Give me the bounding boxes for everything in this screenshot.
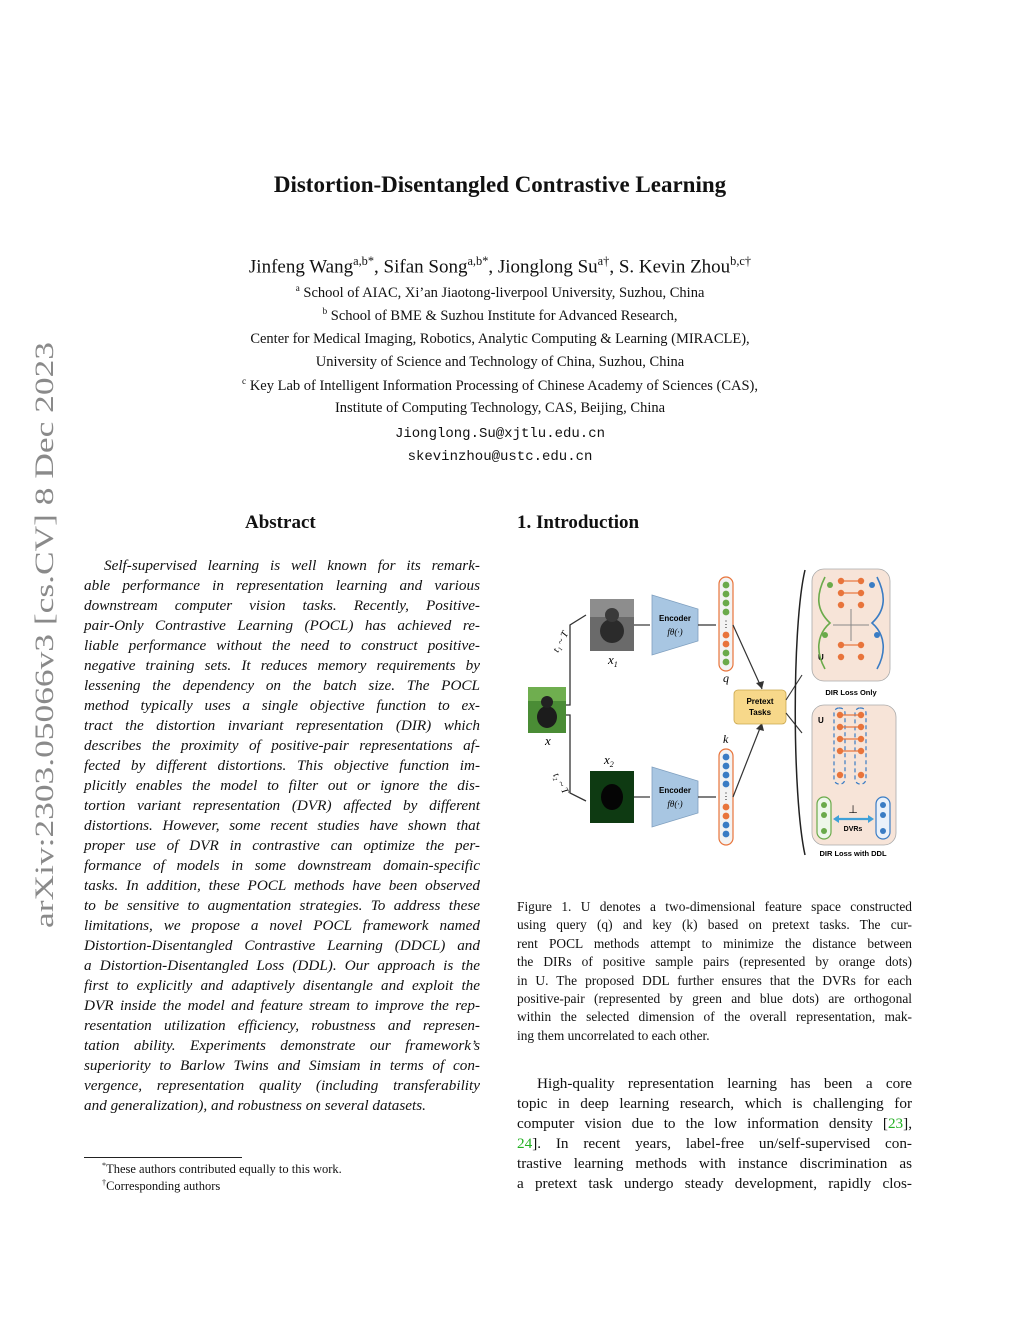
- email: Jionglong.Su@xjtlu.edu.cn: [394, 426, 606, 442]
- affiliation: $^c$ Key Lab of Intelligent Information Processing of Chinese Academy of Sciences (CAS),: [242, 377, 758, 394]
- author-sup: a†: [597, 254, 610, 268]
- label-ddl-loss: DIR Loss with DDL: [819, 849, 887, 858]
- label-x2: $x_2$: [604, 752, 614, 769]
- arrow-head: [756, 681, 764, 689]
- text-line: describes the proximity of positive-pair representations af-: [84, 737, 480, 754]
- arrow-pretext-right: [786, 713, 802, 733]
- pretext-label: Pretext: [746, 697, 774, 706]
- footnote: †Corresponding authors: [102, 1178, 221, 1194]
- label-U: U: [818, 716, 824, 725]
- figure-diagram: [520, 565, 920, 865]
- abstract-body: [84, 556, 480, 1116]
- author-sup: a,b*: [353, 254, 375, 268]
- orthogonal-symbol: ⊥: [848, 804, 858, 816]
- author-sup: b,c†: [730, 254, 752, 268]
- footnote: *These authors contributed equally to this work.: [102, 1161, 342, 1177]
- affiliation: $^b$ School of BME & Suzhou Institute for Advanced Research,: [322, 307, 678, 324]
- text-line: resentation utilization efficiency, robustness and represen-: [84, 1017, 480, 1034]
- text-line: tation ability. Experiments demonstrate our framework’s: [84, 1037, 480, 1054]
- text-line: trastive learning methods with instance discrimination as: [517, 1155, 912, 1172]
- text-line: fected by different distortions. This objective function im-: [84, 757, 480, 774]
- encoder-function: fθ(·): [667, 799, 683, 809]
- text-line: Distortion-Disentangled Contrastive Learning (DDCL) and: [84, 937, 480, 954]
- label-x: x: [545, 733, 551, 748]
- caption-line: the DIRs of positive sample pairs (represented by orange dots): [517, 954, 912, 970]
- caption-line: Figure 1. U denotes a two-dimensional feature space constructed: [517, 899, 912, 914]
- label-q: q: [723, 671, 729, 685]
- text-line: able performance in representation learning and various: [84, 577, 480, 594]
- text-line: Self-supervised learning is well known for its remark-: [104, 557, 480, 574]
- view-image-x2: [590, 771, 634, 823]
- bracket: [795, 570, 805, 855]
- paper-title: Distortion-Disentangled Contrastive Learning: [273, 172, 727, 197]
- figure-caption: [517, 898, 912, 1045]
- author-name: Jinfeng Wang: [248, 256, 354, 278]
- text-line: lessening the dependency on the batch size. The POCL: [84, 677, 480, 694]
- label-t1: t₁ ~ T: [550, 629, 572, 655]
- caption-line: ing them uncorrelated to each other.: [517, 1027, 710, 1043]
- branch-top-line: [566, 615, 586, 705]
- input-image-x: [528, 687, 566, 733]
- author-name: S. Kevin Zhou: [618, 256, 731, 278]
- label-t2: t₂ ~ T: [550, 771, 571, 797]
- label-x1: $x_1$: [608, 652, 618, 669]
- author-name: Jionglong Su: [497, 256, 598, 278]
- text-line: DVR inside the model and feature stream to improve the rep-: [84, 997, 480, 1014]
- caption-line: positive-pair (represented by green and blue dots) are orthogonal: [517, 991, 912, 1007]
- abstract-heading: Abstract: [245, 512, 316, 533]
- text-line: downstream computer vision tasks. Recently, Positive-: [84, 597, 480, 614]
- introduction-body: [517, 1074, 912, 1194]
- citation-link[interactable]: 23: [887, 1115, 904, 1132]
- text-line: plicitly enables the model to filter out or ignore the dis-: [84, 777, 480, 794]
- encoder-label: Encoder: [658, 786, 692, 795]
- affiliation: Center for Medical Imaging, Robotics, Analytic Computing & Learning (MIRACLE),: [250, 331, 750, 347]
- text-line: topic in deep learning research, which is challenging for: [517, 1095, 912, 1112]
- text-line: a Distortion-Disentangled Loss (DDL). Our approach is the: [84, 957, 480, 974]
- text-line-with-cite: computer vision due to the low information density [23],: [517, 1115, 912, 1132]
- query-vector-dots: [722, 582, 731, 666]
- key-vector-dots: [722, 754, 731, 838]
- text-line: and generalization), and robustness on several datasets.: [84, 1097, 426, 1114]
- text-line: to be sensitive to augmentation strategies. To address these: [84, 897, 480, 914]
- affiliation: Institute of Computing Technology, CAS, Beijing, China: [334, 400, 666, 416]
- citation-link[interactable]: 24: [517, 1135, 533, 1152]
- encoder-label: Encoder: [658, 614, 692, 623]
- encoder-top: [652, 595, 698, 655]
- label-k: k: [723, 732, 729, 746]
- arrow-q-pretext: [733, 625, 762, 689]
- caption-line: rent POCL methods attempt to minimize the distance between: [517, 935, 912, 951]
- text-line: tortion variant representation (DVR) affected by different: [84, 797, 480, 814]
- label-dvrs: DVRs: [843, 826, 863, 833]
- caption-line: in U. The proposed DDL further ensures that the DVRs for each: [517, 972, 912, 988]
- encoder-function: fθ(·): [667, 627, 683, 637]
- text-line: vergence, representation quality (including transferability: [84, 1077, 480, 1094]
- author-name: Sifan Song: [383, 256, 468, 278]
- arrow-k-pretext: [733, 723, 762, 797]
- text-line: negative training sets. It reduces memory requirements by: [84, 657, 480, 674]
- svg-text:⋮: ⋮: [721, 619, 731, 629]
- email: skevinzhou@ustc.edu.cn: [407, 449, 593, 465]
- text-line: method typically uses a single objective function to ex-: [84, 697, 480, 714]
- author-sup: a,b*: [467, 254, 489, 268]
- text-line: pair-Only Contrastive Learning (POCL) has achieved re-: [84, 617, 480, 634]
- text-line: 24]. In recent years, label-free un/self-supervised con-: [517, 1135, 912, 1152]
- arxiv-id-text: arXiv:2303.05066v3 [cs.CV] 8 Dec 2023: [29, 489, 59, 928]
- text-line: superiority to Barlow Twins and Simsiam in terms of con-: [84, 1057, 480, 1074]
- text-line: proper use of DVR in contrastive can optimize the per-: [84, 837, 480, 854]
- text-line: distortions. However, some recent studies have shown that: [84, 817, 480, 834]
- text-line: formance of models in some downstream domain-specific: [84, 857, 480, 874]
- tasks-label: Tasks: [748, 708, 772, 717]
- text-line: High-quality representation learning has been a core: [537, 1075, 912, 1092]
- view-image-x1: [590, 599, 634, 651]
- text-line: liable performance without the need to construct positive-: [84, 637, 480, 654]
- label-dir-loss: DIR Loss Only: [825, 688, 877, 697]
- text-line: tract the distortion invariant representation (DIR) which: [84, 717, 480, 734]
- text-line: first to explicitly and adaptively disentangle and exploit the: [84, 977, 480, 994]
- caption-line: using query (q) and key (k) based on pretext tasks. The cur-: [517, 917, 912, 933]
- text-line: tasks. In addition, these POCL methods have been observed: [84, 877, 480, 894]
- caption-line: within the selected dimension of the overall representation, mak-: [517, 1009, 912, 1025]
- author-list: Jinfeng Wang$^{a,b*}$, Sifan Song$^{a,b*}$, Jionglong $Su^{a\dagger}$, S. Kevin Zhou$^{b,c\dagger}$: [248, 254, 752, 278]
- label-U: U: [818, 653, 824, 662]
- text-line: limitations, we propose a novel POCL framework named: [84, 917, 480, 934]
- section-heading-introduction: 1. Introduction: [517, 512, 640, 533]
- svg-text:⋮: ⋮: [721, 791, 731, 801]
- affiliation: University of Science and Technology of China, Suzhou, China: [315, 354, 685, 370]
- arrow-pretext-right: [786, 675, 802, 700]
- encoder-bottom: [652, 767, 698, 827]
- figure-1: [520, 565, 920, 865]
- text-line: a pretext task undergo steady development, rapidly clos-: [517, 1175, 912, 1192]
- footnote-rule: [84, 1157, 242, 1158]
- affiliation: $^a$ School of AIAC, Xi’an Jiaotong-liverpool University, Suzhou, China: [295, 284, 705, 301]
- pretext-tasks-box: [734, 690, 786, 724]
